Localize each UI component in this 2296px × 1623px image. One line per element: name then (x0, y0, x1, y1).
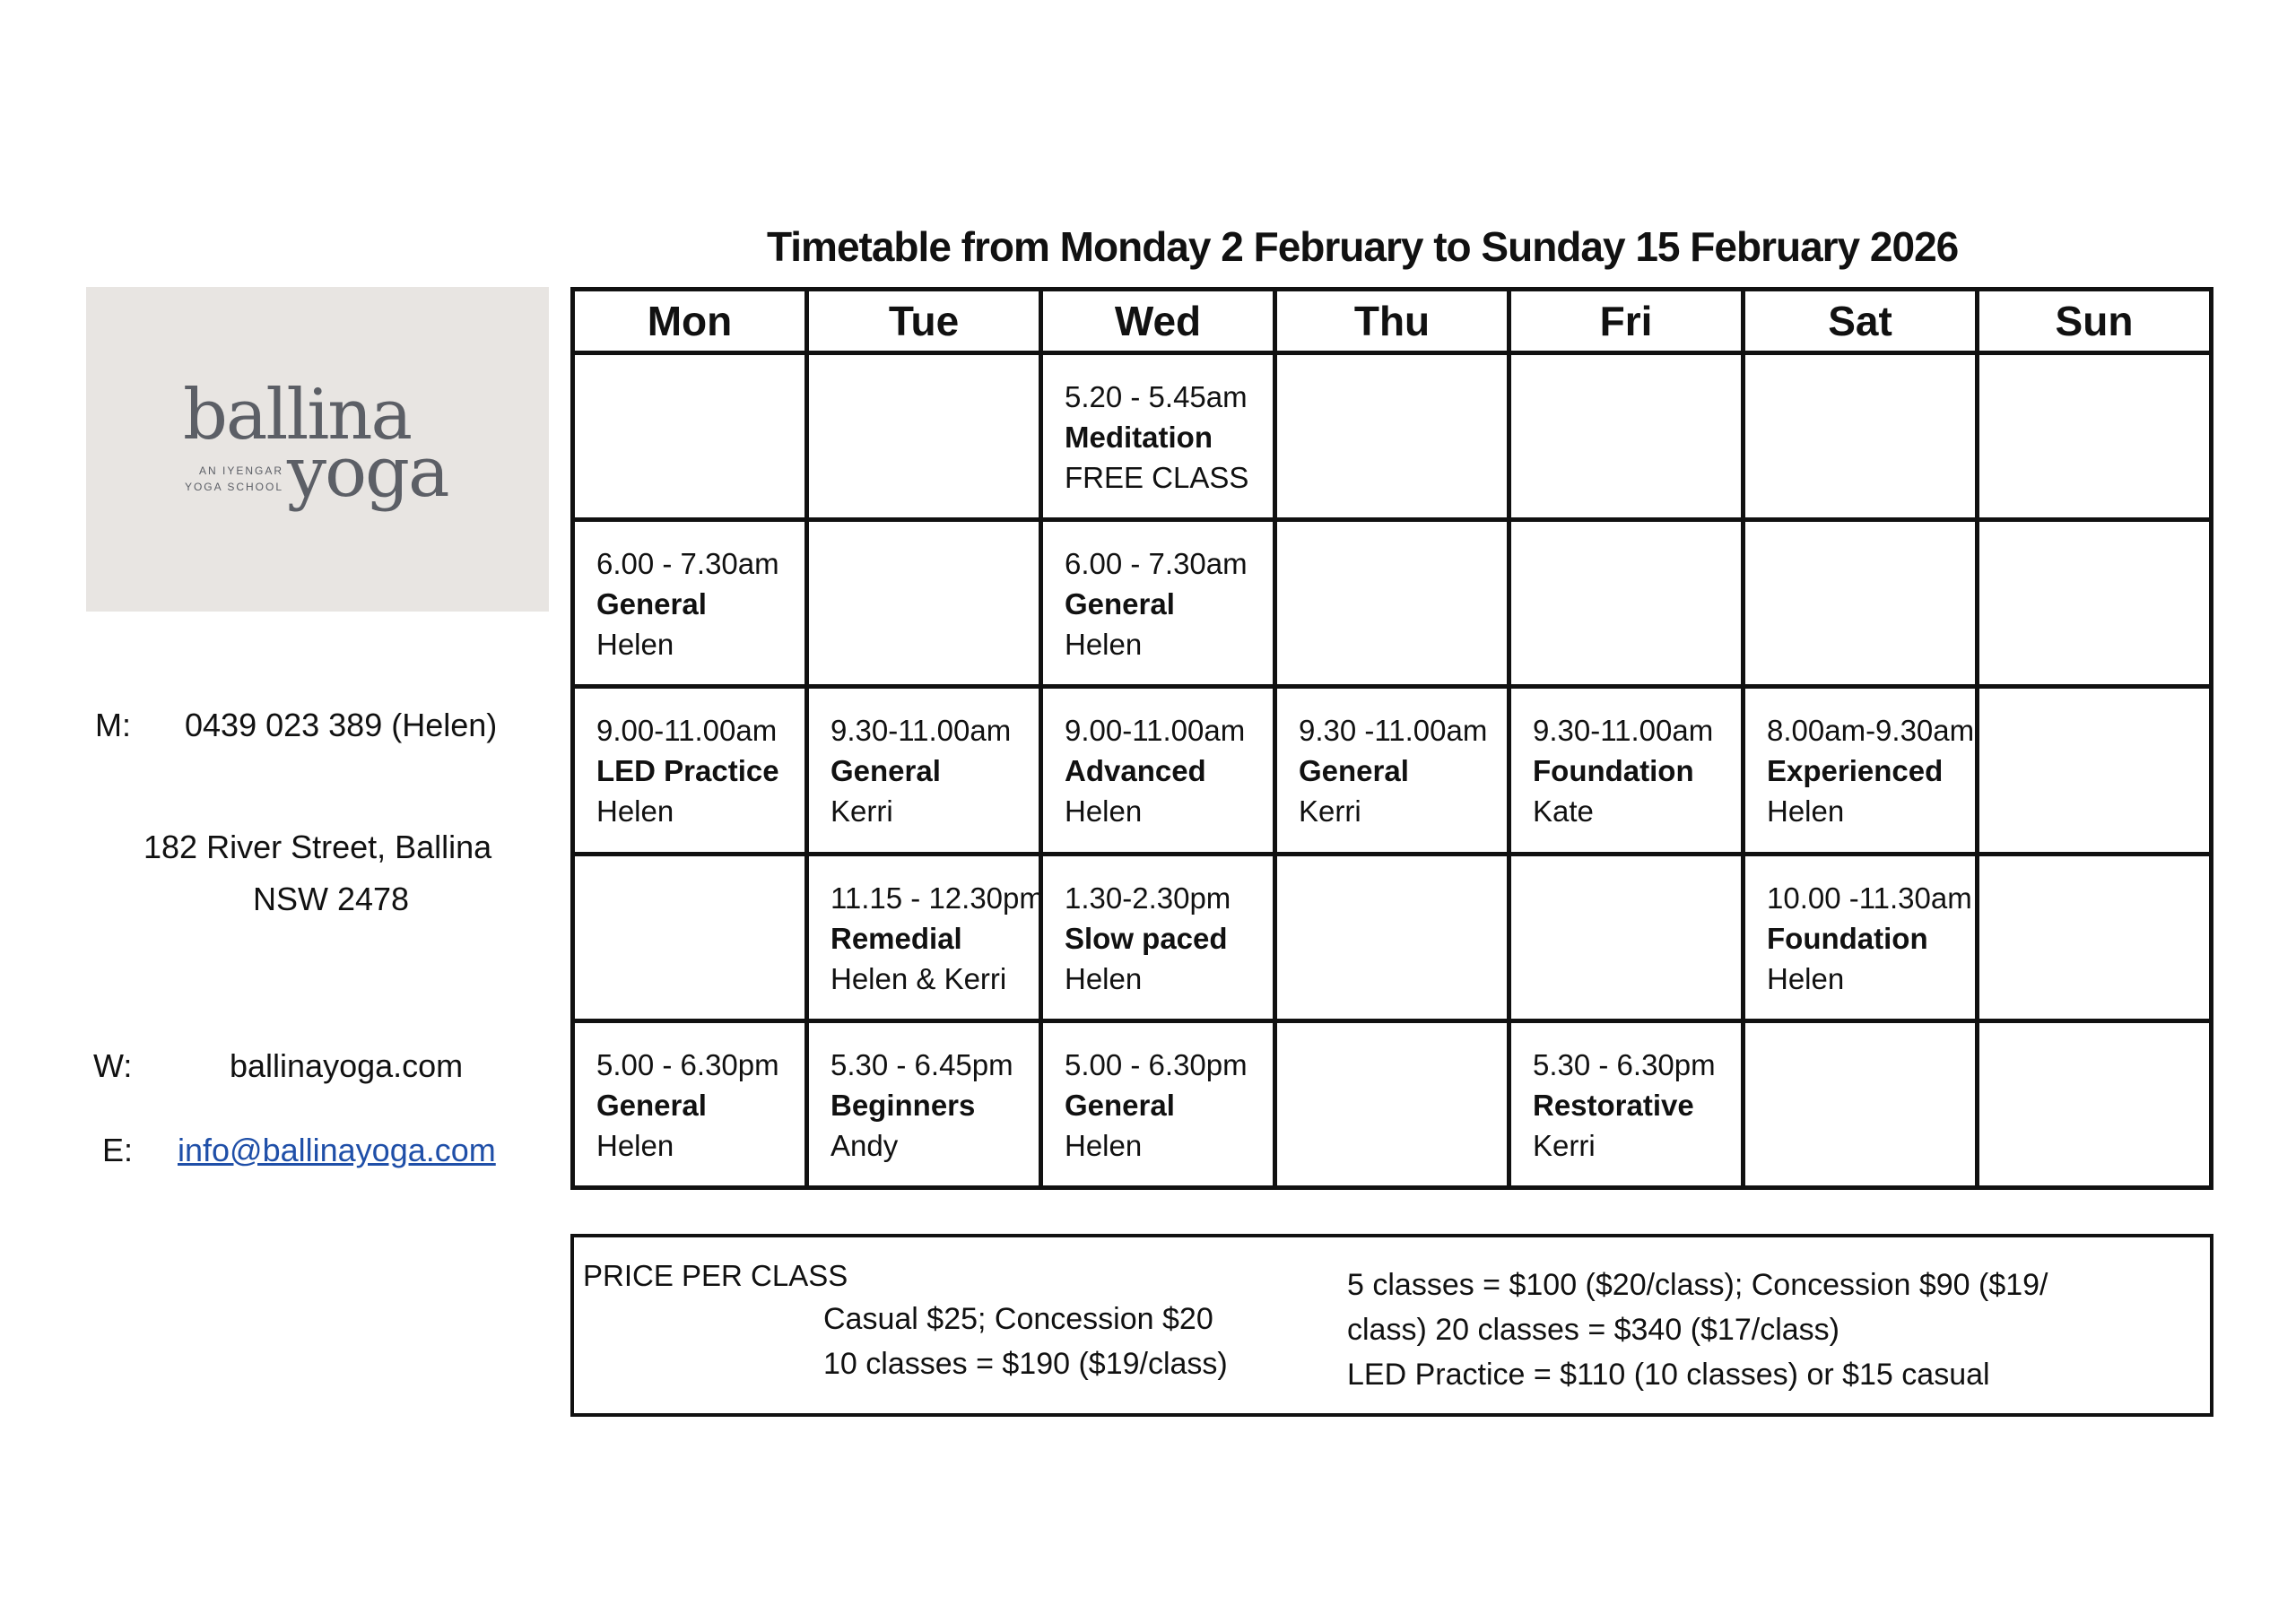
class-name: Slow paced (1065, 921, 1228, 955)
class-time: 9.30 -11.00am (1299, 714, 1488, 748)
class-teacher: Helen (596, 628, 674, 662)
price-casual: Casual $25; Concession $20 (823, 1302, 1213, 1336)
day-header-tue: Tue (807, 290, 1041, 353)
class-name: General (831, 754, 941, 788)
class-teacher: Helen (596, 1128, 674, 1162)
web-label: W: (93, 1047, 133, 1084)
cell-wed (1041, 687, 1275, 854)
class-slot (1277, 689, 1507, 831)
class-time: 6.00 - 7.30am (596, 547, 779, 581)
price-heading: PRICE PER CLASS (583, 1259, 848, 1292)
cell-tue (807, 353, 1041, 520)
class-teacher: Helen (1065, 961, 1143, 995)
class-time: 9.00-11.00am (1065, 714, 1246, 748)
class-teacher: Helen (1065, 794, 1143, 829)
logo-word-yoga: yoga (287, 432, 448, 513)
cell-tue (807, 687, 1041, 854)
class-slot (809, 1023, 1039, 1166)
class-time: 1.30-2.30pm (1065, 881, 1231, 915)
class-time: 6.00 - 7.30am (1065, 547, 1248, 581)
cell-mon (573, 1020, 807, 1187)
cell-fri (1509, 1020, 1744, 1187)
day-header-thu: Thu (1275, 290, 1509, 353)
class-slot (1745, 689, 1975, 831)
cell-wed (1041, 353, 1275, 520)
class-slot (809, 856, 1044, 999)
class-slot (1043, 856, 1273, 999)
price-five-classes: 5 classes = $100 ($20/class); Concession $90 ($19/ (1347, 1268, 2048, 1302)
class-name: General (1065, 587, 1175, 621)
class-teacher: Helen (1767, 961, 1845, 995)
timeslot-row (573, 1020, 2212, 1187)
class-name: General (1065, 1088, 1175, 1122)
class-slot (1511, 689, 1741, 831)
class-slot (1043, 1023, 1273, 1166)
cell-wed (1041, 520, 1275, 687)
cell-sat (1744, 687, 1978, 854)
cell-sun (1978, 520, 2212, 687)
class-teacher: Kerri (1299, 794, 1361, 829)
class-name: Beginners (831, 1088, 976, 1122)
class-name: General (1299, 754, 1409, 788)
timeslot-row (573, 353, 2212, 520)
cell-sun (1978, 687, 2212, 854)
class-name: Restorative (1533, 1088, 1694, 1122)
timeslot-row (573, 520, 2212, 687)
class-time: 5.20 - 5.45am (1065, 380, 1248, 413)
class-teacher: Helen (1065, 628, 1143, 662)
website-link[interactable]: ballinayoga.com (230, 1047, 464, 1084)
day-header-wed: Wed (1041, 290, 1275, 353)
class-slot (1511, 1023, 1741, 1166)
class-teacher: FREE CLASS (1065, 461, 1249, 494)
class-slot (575, 1023, 804, 1166)
day-header-row (573, 290, 2212, 353)
class-teacher: Helen (1767, 794, 1845, 829)
class-time: 9.30-11.00am (831, 714, 1012, 748)
class-teacher: Helen (1065, 1128, 1143, 1162)
class-name: Meditation (1065, 421, 1213, 454)
cell-sun (1978, 353, 2212, 520)
cell-fri (1509, 854, 1744, 1020)
class-name: Foundation (1533, 754, 1694, 788)
class-time: 8.00am-9.30am (1767, 714, 1975, 748)
day-header-fri: Fri (1509, 290, 1744, 353)
address-line1: 182 River Street, Ballina (144, 829, 492, 865)
class-slot (1043, 689, 1273, 831)
logo (86, 287, 549, 612)
cell-wed (1041, 1020, 1275, 1187)
timeslot-row (573, 854, 2212, 1020)
class-name: General (596, 587, 707, 621)
cell-tue (807, 1020, 1041, 1187)
cell-tue (807, 520, 1041, 687)
class-slot (575, 522, 804, 664)
class-teacher: Helen & Kerri (831, 961, 1007, 995)
class-name: LED Practice (596, 754, 779, 788)
cell-fri (1509, 353, 1744, 520)
cell-wed (1041, 854, 1275, 1020)
class-time: 10.00 -11.30am (1767, 881, 1972, 915)
class-time: 5.00 - 6.30pm (1065, 1047, 1248, 1081)
class-time: 5.30 - 6.45pm (831, 1047, 1013, 1081)
logo-tagline-line2: YOGA SCHOOL (184, 481, 283, 493)
class-teacher: Helen (596, 794, 674, 829)
cell-sun (1978, 1020, 2212, 1187)
cell-thu (1275, 1020, 1509, 1187)
class-name: Remedial (831, 921, 962, 955)
cell-mon (573, 854, 807, 1020)
mobile-label: M: (95, 707, 131, 743)
class-slot (1745, 856, 1975, 999)
logo-tagline-line1: AN IYENGAR (198, 464, 283, 477)
cell-tue (807, 854, 1044, 1020)
class-slot (1043, 522, 1273, 664)
cell-sat (1744, 520, 1978, 687)
cell-mon (573, 353, 807, 520)
timeslot-row (573, 687, 2212, 854)
logo-tagline (169, 463, 283, 495)
mobile-number: 0439 023 389 (Helen) (185, 707, 498, 743)
cell-fri (1509, 520, 1744, 687)
class-time: 9.00-11.00am (596, 714, 778, 748)
class-slot (809, 689, 1039, 831)
cell-thu (1275, 520, 1509, 687)
day-header-mon: Mon (573, 290, 807, 353)
cell-thu (1275, 353, 1509, 520)
class-slot (575, 689, 804, 831)
class-teacher: Kerri (1533, 1128, 1596, 1162)
class-time: 5.00 - 6.30pm (596, 1047, 779, 1081)
class-name: Foundation (1767, 921, 1928, 955)
price-led-practice: LED Practice = $110 (10 classes) or $15 casual (1347, 1358, 1990, 1392)
day-header-sat: Sat (1744, 290, 1978, 353)
cell-fri (1509, 687, 1744, 854)
day-header-sun: Sun (1978, 290, 2212, 353)
class-time: 5.30 - 6.30pm (1533, 1047, 1716, 1081)
class-teacher: Kate (1533, 794, 1594, 829)
class-teacher: Andy (831, 1128, 899, 1162)
price-box (570, 1234, 2213, 1417)
cell-mon (573, 687, 807, 854)
cell-sat (1744, 854, 1978, 1020)
class-teacher: Kerri (831, 794, 893, 829)
logo-word-ballina: ballina (183, 375, 412, 456)
cell-sun (1978, 854, 2212, 1020)
cell-mon (573, 520, 807, 687)
cell-sat (1744, 353, 1978, 520)
class-name: Experienced (1767, 754, 1944, 788)
timetable (570, 287, 2213, 1190)
class-slot (1043, 355, 1273, 498)
class-name: General (596, 1088, 707, 1122)
price-ten-classes: 10 classes = $190 ($19/class) (823, 1347, 1228, 1381)
email-label: E: (102, 1132, 134, 1168)
class-name: Advanced (1065, 754, 1206, 788)
cell-thu (1275, 687, 1509, 854)
email-link[interactable]: info@ballinayoga.com (178, 1132, 496, 1168)
price-twenty-classes: class) 20 classes = $340 ($17/class) (1347, 1313, 1839, 1347)
timetable-body (573, 353, 2212, 1188)
class-time: 9.30-11.00am (1533, 714, 1714, 748)
class-time: 11.15 - 12.30pm (831, 881, 1044, 915)
cell-sat (1744, 1020, 1978, 1187)
cell-thu (1275, 854, 1509, 1020)
page-title: Timetable from Monday 2 February to Sunday 15 February 2026 (767, 223, 1959, 270)
address-line2: NSW 2478 (253, 881, 410, 917)
